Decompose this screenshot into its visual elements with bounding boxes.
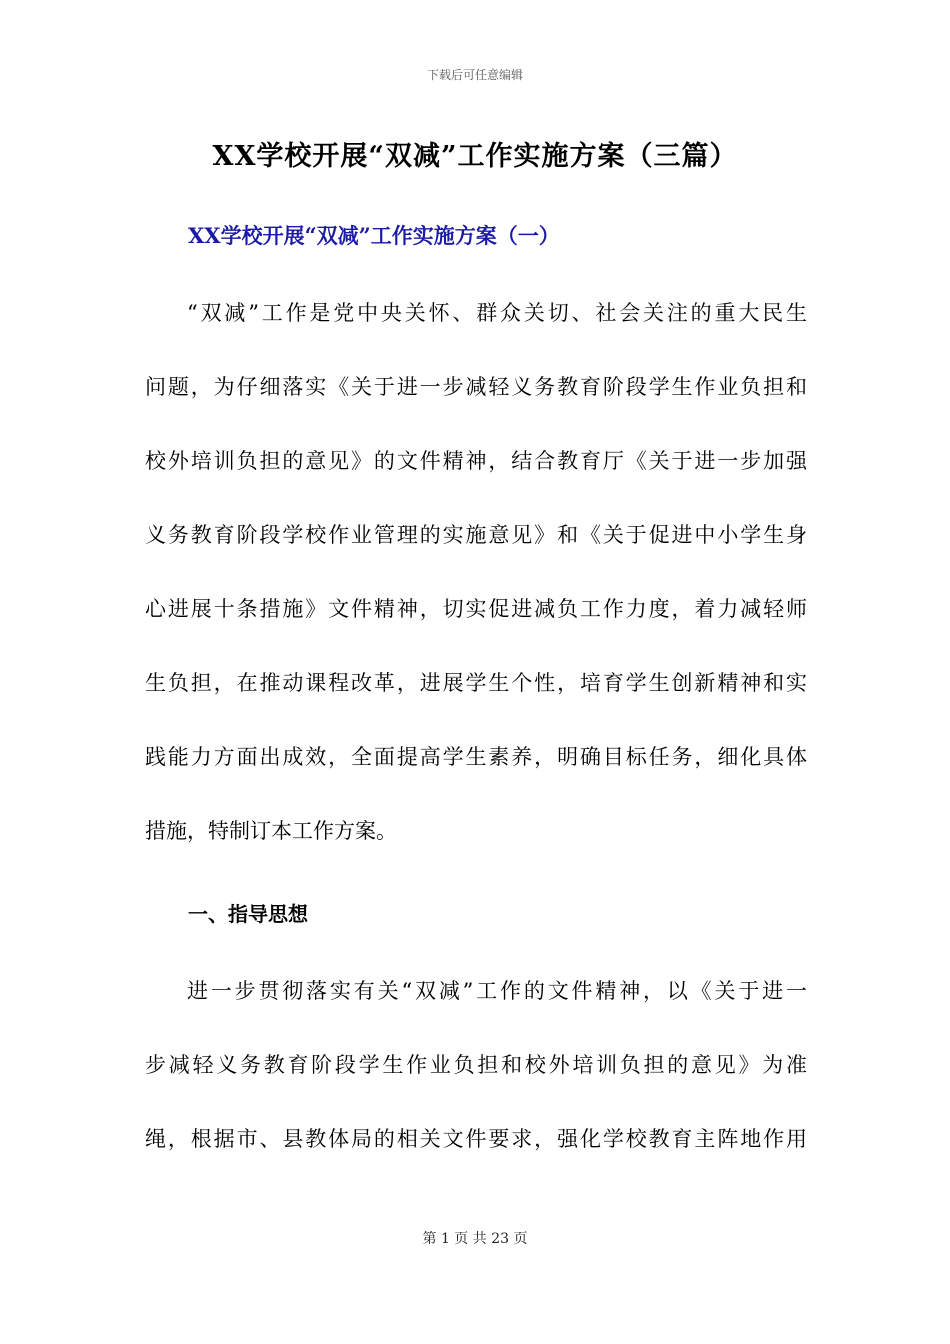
- paragraph-intro: [145, 276, 807, 868]
- section-title: XX学校开展“双减”工作实施方案（一）: [188, 223, 560, 248]
- paragraph-line: 步减轻义务教育阶段学生作业负担和校外培训负担的意见》为准: [145, 1053, 807, 1077]
- page-number: 第 1 页 共 23 页: [422, 1231, 528, 1247]
- paragraph-line: 措施，特制订本工作方案。: [145, 819, 397, 843]
- paragraph-line: 进一步贯彻落实有关“双减”工作的文件精神，以《关于进一: [187, 979, 807, 1003]
- paragraph-line: 生负担，在推动课程改革，进展学生个性，培育学生创新精神和实: [145, 671, 807, 695]
- document-title: XX学校开展“双减”工作实施方案（三篇）: [212, 141, 738, 172]
- paragraph-guiding-ideology: [145, 954, 807, 1176]
- paragraph-line: 践能力方面出成效，全面提高学生素养，明确目标任务，细化具体: [145, 745, 807, 769]
- paragraph-line: 心进展十条措施》文件精神，切实促进减负工作力度，着力减轻师: [145, 597, 807, 621]
- heading-guiding-ideology: 一、指导思想: [188, 902, 308, 926]
- paragraph-line: 校外培训负担的意见》的文件精神，结合教育厅《关于进一步加强: [145, 449, 807, 473]
- paragraph-line: 义务教育阶段学校作业管理的实施意见》和《关于促进中小学生身: [145, 523, 807, 547]
- page-header-note: 下载后可任意编辑: [426, 68, 523, 82]
- paragraph-line: “双减”工作是党中央关怀、群众关切、社会关注的重大民生: [187, 301, 807, 325]
- paragraph-line: 绳，根据市、县教体局的相关文件要求，强化学校教育主阵地作用: [145, 1127, 807, 1151]
- paragraph-line: 问题，为仔细落实《关于进一步减轻义务教育阶段学生作业负担和: [145, 375, 807, 399]
